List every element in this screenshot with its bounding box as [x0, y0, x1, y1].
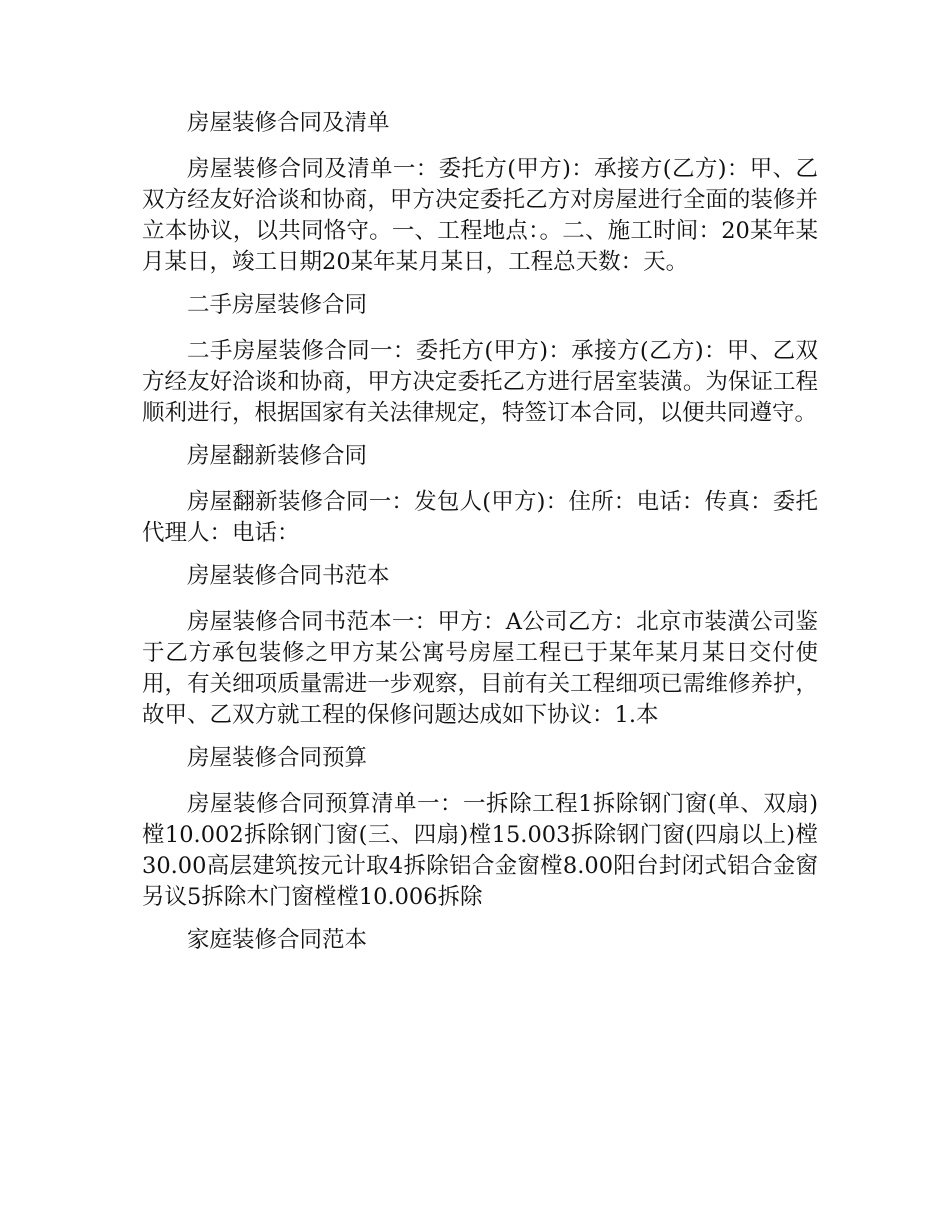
section-body: 房屋装修合同书范本一：甲方：A公司乙方：北京市装潢公司鉴于乙方承包装修之甲方某公寓号房屋工程已于某年某月某日交付使用，有关细项质量需进一步观察，目前有关工程细项已需维修养护，故甲、乙双方就工程的保修问题达成如下协议：1.本 [142, 609, 818, 728]
section-body: 房屋翻新装修合同一：发包人(甲方)：住所：电话：传真：委托代理人：电话： [142, 489, 818, 546]
section-heading: 房屋翻新装修合同 [187, 443, 368, 469]
section-heading: 房屋装修合同预算 [187, 745, 368, 771]
section-heading: 房屋装修合同及清单 [187, 110, 390, 136]
section-heading: 房屋装修合同书范本 [187, 563, 390, 589]
section-heading: 家庭装修合同范本 [187, 927, 368, 953]
document-page [142, 108, 818, 956]
section-body: 二手房屋装修合同一：委托方(甲方)：承接方(乙方)：甲、乙双方经友好洽谈和协商，甲方决定委托乙方进行居室装潢。为保证工程顺利进行，根据国家有关法律规定，特签订本合同，以便共同遵守。 [142, 338, 818, 426]
section-body: 房屋装修合同预算清单一：一拆除工程1拆除钢门窗(单、双扇)樘10.002拆除钢门窗(三、四扇)樘15.003拆除钢门窗(四扇以上)樘30.00高层建筑按元计取4拆除铝合金窗樘8.00阳台封闭式铝合金窗另议5拆除木门窗樘樘10.006拆除 [142, 791, 818, 910]
section-body: 房屋装修合同及清单一：委托方(甲方)：承接方(乙方)：甲、乙双方经友好洽谈和协商，甲方决定委托乙方对房屋进行全面的装修并立本协议，以共同恪守。一、工程地点：。二、施工时间：20某年某月某日，竣工日期20某年某月某日，工程总天数：天。 [142, 156, 818, 275]
section-heading: 二手房屋装修合同 [187, 292, 368, 318]
